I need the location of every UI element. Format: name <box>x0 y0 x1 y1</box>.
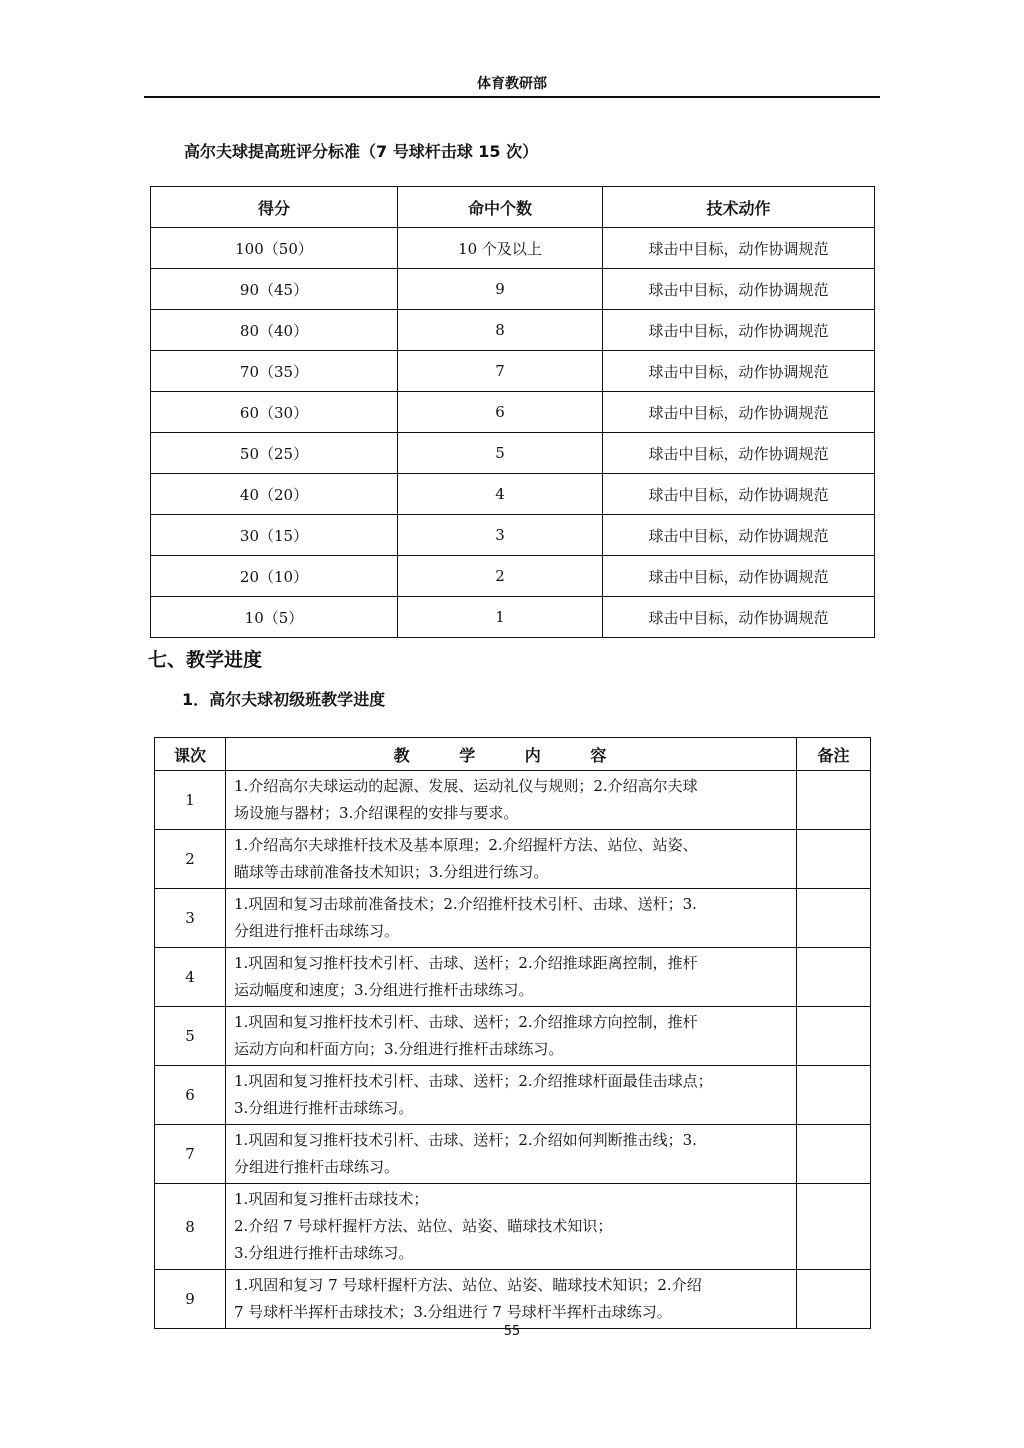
score-cell: 80（40） <box>151 310 398 351</box>
score-cell: 30（15） <box>151 515 398 556</box>
column-header-score: 得分 <box>151 187 398 228</box>
table-row <box>151 269 875 310</box>
technique-cell: 球击中目标，动作协调规范 <box>603 228 875 269</box>
table-row <box>151 228 875 269</box>
note-cell <box>797 771 871 830</box>
technique-cell: 球击中目标，动作协调规范 <box>603 310 875 351</box>
hits-cell: 1 <box>398 597 603 638</box>
content-line: 1.巩固和复习击球前准备技术；2.介绍推杆技术引杆、击球、送杆；3. <box>234 895 697 913</box>
table-row <box>151 474 875 515</box>
hits-cell: 6 <box>398 392 603 433</box>
lesson-content-cell <box>226 1007 797 1066</box>
content-line: 分组进行推杆击球练习。 <box>234 922 400 940</box>
content-line: 运动幅度和速度；3.分组进行推杆击球练习。 <box>234 981 534 999</box>
table-row <box>151 597 875 638</box>
column-header-content: 教 学 内 容 <box>226 738 797 771</box>
table-row <box>151 556 875 597</box>
lesson-content-cell <box>226 1125 797 1184</box>
table-row <box>151 433 875 474</box>
content-line: 7 号球杆半挥杆击球技术；3.分组进行 7 号球杆半挥杆击球练习。 <box>234 1303 672 1321</box>
table-row <box>155 889 871 948</box>
content-line: 1.巩固和复习推杆击球技术； <box>234 1190 429 1208</box>
lesson-content-cell <box>226 1270 797 1329</box>
technique-cell: 球击中目标，动作协调规范 <box>603 351 875 392</box>
lesson-number-cell: 7 <box>155 1125 226 1184</box>
lesson-content-cell <box>226 771 797 830</box>
score-cell: 70（35） <box>151 351 398 392</box>
content-line: 3.分组进行推杆击球练习。 <box>234 1099 414 1117</box>
column-header-technique: 技术动作 <box>603 187 875 228</box>
note-cell <box>797 1125 871 1184</box>
table-row <box>151 310 875 351</box>
note-cell <box>797 1184 871 1270</box>
content-line: 运动方向和杆面方向；3.分组进行推杆击球练习。 <box>234 1040 564 1058</box>
content-line: 1.巩固和复习推杆技术引杆、击球、送杆；2.介绍推球距离控制，推杆 <box>234 954 698 972</box>
section-title: 七、教学进度 <box>148 649 263 671</box>
content-line: 1.介绍高尔夫球运动的起源、发展、运动礼仪与规则；2.介绍高尔夫球 <box>234 777 698 795</box>
table-row <box>155 948 871 1007</box>
content-line: 1.巩固和复习 7 号球杆握杆方法、站位、站姿、瞄球技术知识；2.介绍 <box>234 1276 702 1294</box>
score-cell: 90（45） <box>151 269 398 310</box>
lesson-number-cell: 9 <box>155 1270 226 1329</box>
hits-cell: 9 <box>398 269 603 310</box>
table-row <box>151 351 875 392</box>
score-cell: 50（25） <box>151 433 398 474</box>
note-cell <box>797 1270 871 1329</box>
note-cell <box>797 889 871 948</box>
table-row <box>155 771 871 830</box>
note-cell <box>797 948 871 1007</box>
hits-cell: 7 <box>398 351 603 392</box>
table-row <box>155 1184 871 1270</box>
lesson-content-cell <box>226 889 797 948</box>
table-row <box>155 1066 871 1125</box>
note-cell <box>797 1007 871 1066</box>
content-line: 场设施与器材；3.介绍课程的安排与要求。 <box>234 804 519 822</box>
teaching-plan-table <box>154 737 871 1329</box>
technique-cell: 球击中目标，动作协调规范 <box>603 433 875 474</box>
content-line: 1.介绍高尔夫球推杆技术及基本原理；2.介绍握杆方法、站位、站姿、 <box>234 836 698 854</box>
page-number: 55 <box>503 1324 521 1339</box>
technique-cell: 球击中目标，动作协调规范 <box>603 392 875 433</box>
lesson-content-cell <box>226 830 797 889</box>
lesson-content-cell <box>226 948 797 1007</box>
column-header-hits: 命中个数 <box>398 187 603 228</box>
score-cell: 60（30） <box>151 392 398 433</box>
hits-cell: 4 <box>398 474 603 515</box>
hits-cell: 2 <box>398 556 603 597</box>
note-cell <box>797 830 871 889</box>
content-line: 1.巩固和复习推杆技术引杆、击球、送杆；2.介绍推球杆面最佳击球点； <box>234 1072 713 1090</box>
hits-cell: 10 个及以上 <box>398 228 603 269</box>
hits-cell: 5 <box>398 433 603 474</box>
lesson-number-cell: 1 <box>155 771 226 830</box>
content-line: 1.巩固和复习推杆技术引杆、击球、送杆；2.介绍推球方向控制，推杆 <box>234 1013 698 1031</box>
content-line: 3.分组进行推杆击球练习。 <box>234 1244 414 1262</box>
technique-cell: 球击中目标，动作协调规范 <box>603 474 875 515</box>
score-cell: 40（20） <box>151 474 398 515</box>
score-cell: 10（5） <box>151 597 398 638</box>
content-line: 瞄球等击球前准备技术知识；3.分组进行练习。 <box>234 863 549 881</box>
lesson-number-cell: 8 <box>155 1184 226 1270</box>
plan-table-header-row <box>155 738 871 771</box>
content-line: 2.介绍 7 号球杆握杆方法、站位、站姿、瞄球技术知识； <box>234 1217 613 1235</box>
score-table-header-row <box>151 187 875 228</box>
score-cell: 100（50） <box>151 228 398 269</box>
lesson-number-cell: 2 <box>155 830 226 889</box>
lesson-content-cell <box>226 1066 797 1125</box>
score-table-caption: 高尔夫球提高班评分标准（7 号球杆击球 15 次） <box>184 142 539 161</box>
technique-cell: 球击中目标，动作协调规范 <box>603 556 875 597</box>
technique-cell: 球击中目标，动作协调规范 <box>603 269 875 310</box>
hits-cell: 3 <box>398 515 603 556</box>
lesson-number-cell: 3 <box>155 889 226 948</box>
page-header: 体育教研部 <box>144 72 880 98</box>
lesson-content-cell <box>226 1184 797 1270</box>
column-header-note: 备注 <box>797 738 871 771</box>
column-header-lesson: 课次 <box>155 738 226 771</box>
technique-cell: 球击中目标，动作协调规范 <box>603 515 875 556</box>
table-row <box>151 392 875 433</box>
lesson-number-cell: 4 <box>155 948 226 1007</box>
content-line: 1.巩固和复习推杆技术引杆、击球、送杆；2.介绍如何判断推击线；3. <box>234 1131 697 1149</box>
content-line: 分组进行推杆击球练习。 <box>234 1158 400 1176</box>
lesson-number-cell: 6 <box>155 1066 226 1125</box>
technique-cell: 球击中目标，动作协调规范 <box>603 597 875 638</box>
table-row <box>155 1007 871 1066</box>
hits-cell: 8 <box>398 310 603 351</box>
table-row <box>155 830 871 889</box>
table-row <box>155 1270 871 1329</box>
lesson-number-cell: 5 <box>155 1007 226 1066</box>
table-row <box>151 515 875 556</box>
table-row <box>155 1125 871 1184</box>
section-subtitle: 1．高尔夫球初级班教学进度 <box>182 690 386 709</box>
note-cell <box>797 1066 871 1125</box>
score-cell: 20（10） <box>151 556 398 597</box>
score-table <box>150 186 875 638</box>
